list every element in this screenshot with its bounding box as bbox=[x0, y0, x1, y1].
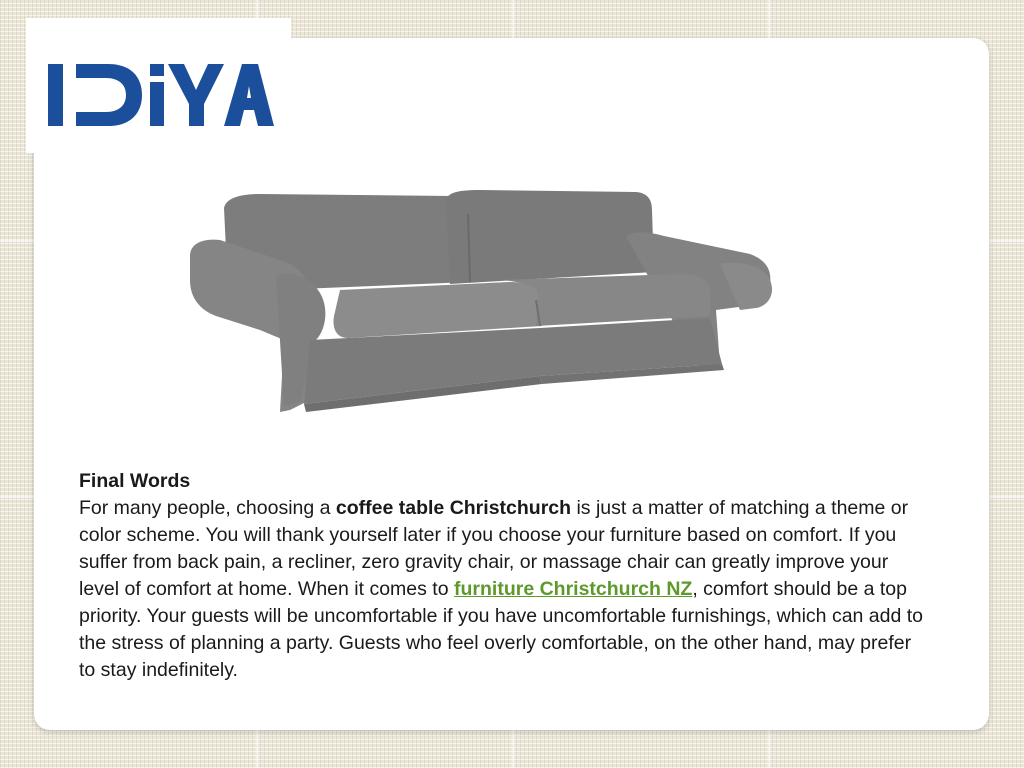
keyword-coffee-table: coffee table Christchurch bbox=[335, 497, 572, 519]
article-text-segment: is just a matter of matching a theme or color scheme. You will thank yourself later if you choose your furniture based on comfort. If you suffer from back pain, a recliner, zero gravity chair, or massage chair can greatly improve your level of comfort at home. When it comes to bbox=[79, 497, 909, 600]
furniture-christchurch-link[interactable]: furniture Christchurch NZ bbox=[454, 578, 693, 600]
article-text bbox=[79, 468, 929, 684]
article-heading: Final Words bbox=[79, 470, 191, 492]
article-text-segment: For many people, choosing a bbox=[79, 497, 336, 519]
brand-logo bbox=[46, 60, 276, 130]
sofa-image bbox=[180, 180, 780, 420]
logo-box bbox=[26, 18, 291, 153]
article-text-segment: , comfort should be a top priority. Your guests will be uncomfortable if you have uncomfortable furnishings, which can add to the stress of planning a party. Guests who feel overly comfortable, on the other hand, may prefer to stay indefinitely. bbox=[79, 578, 924, 681]
